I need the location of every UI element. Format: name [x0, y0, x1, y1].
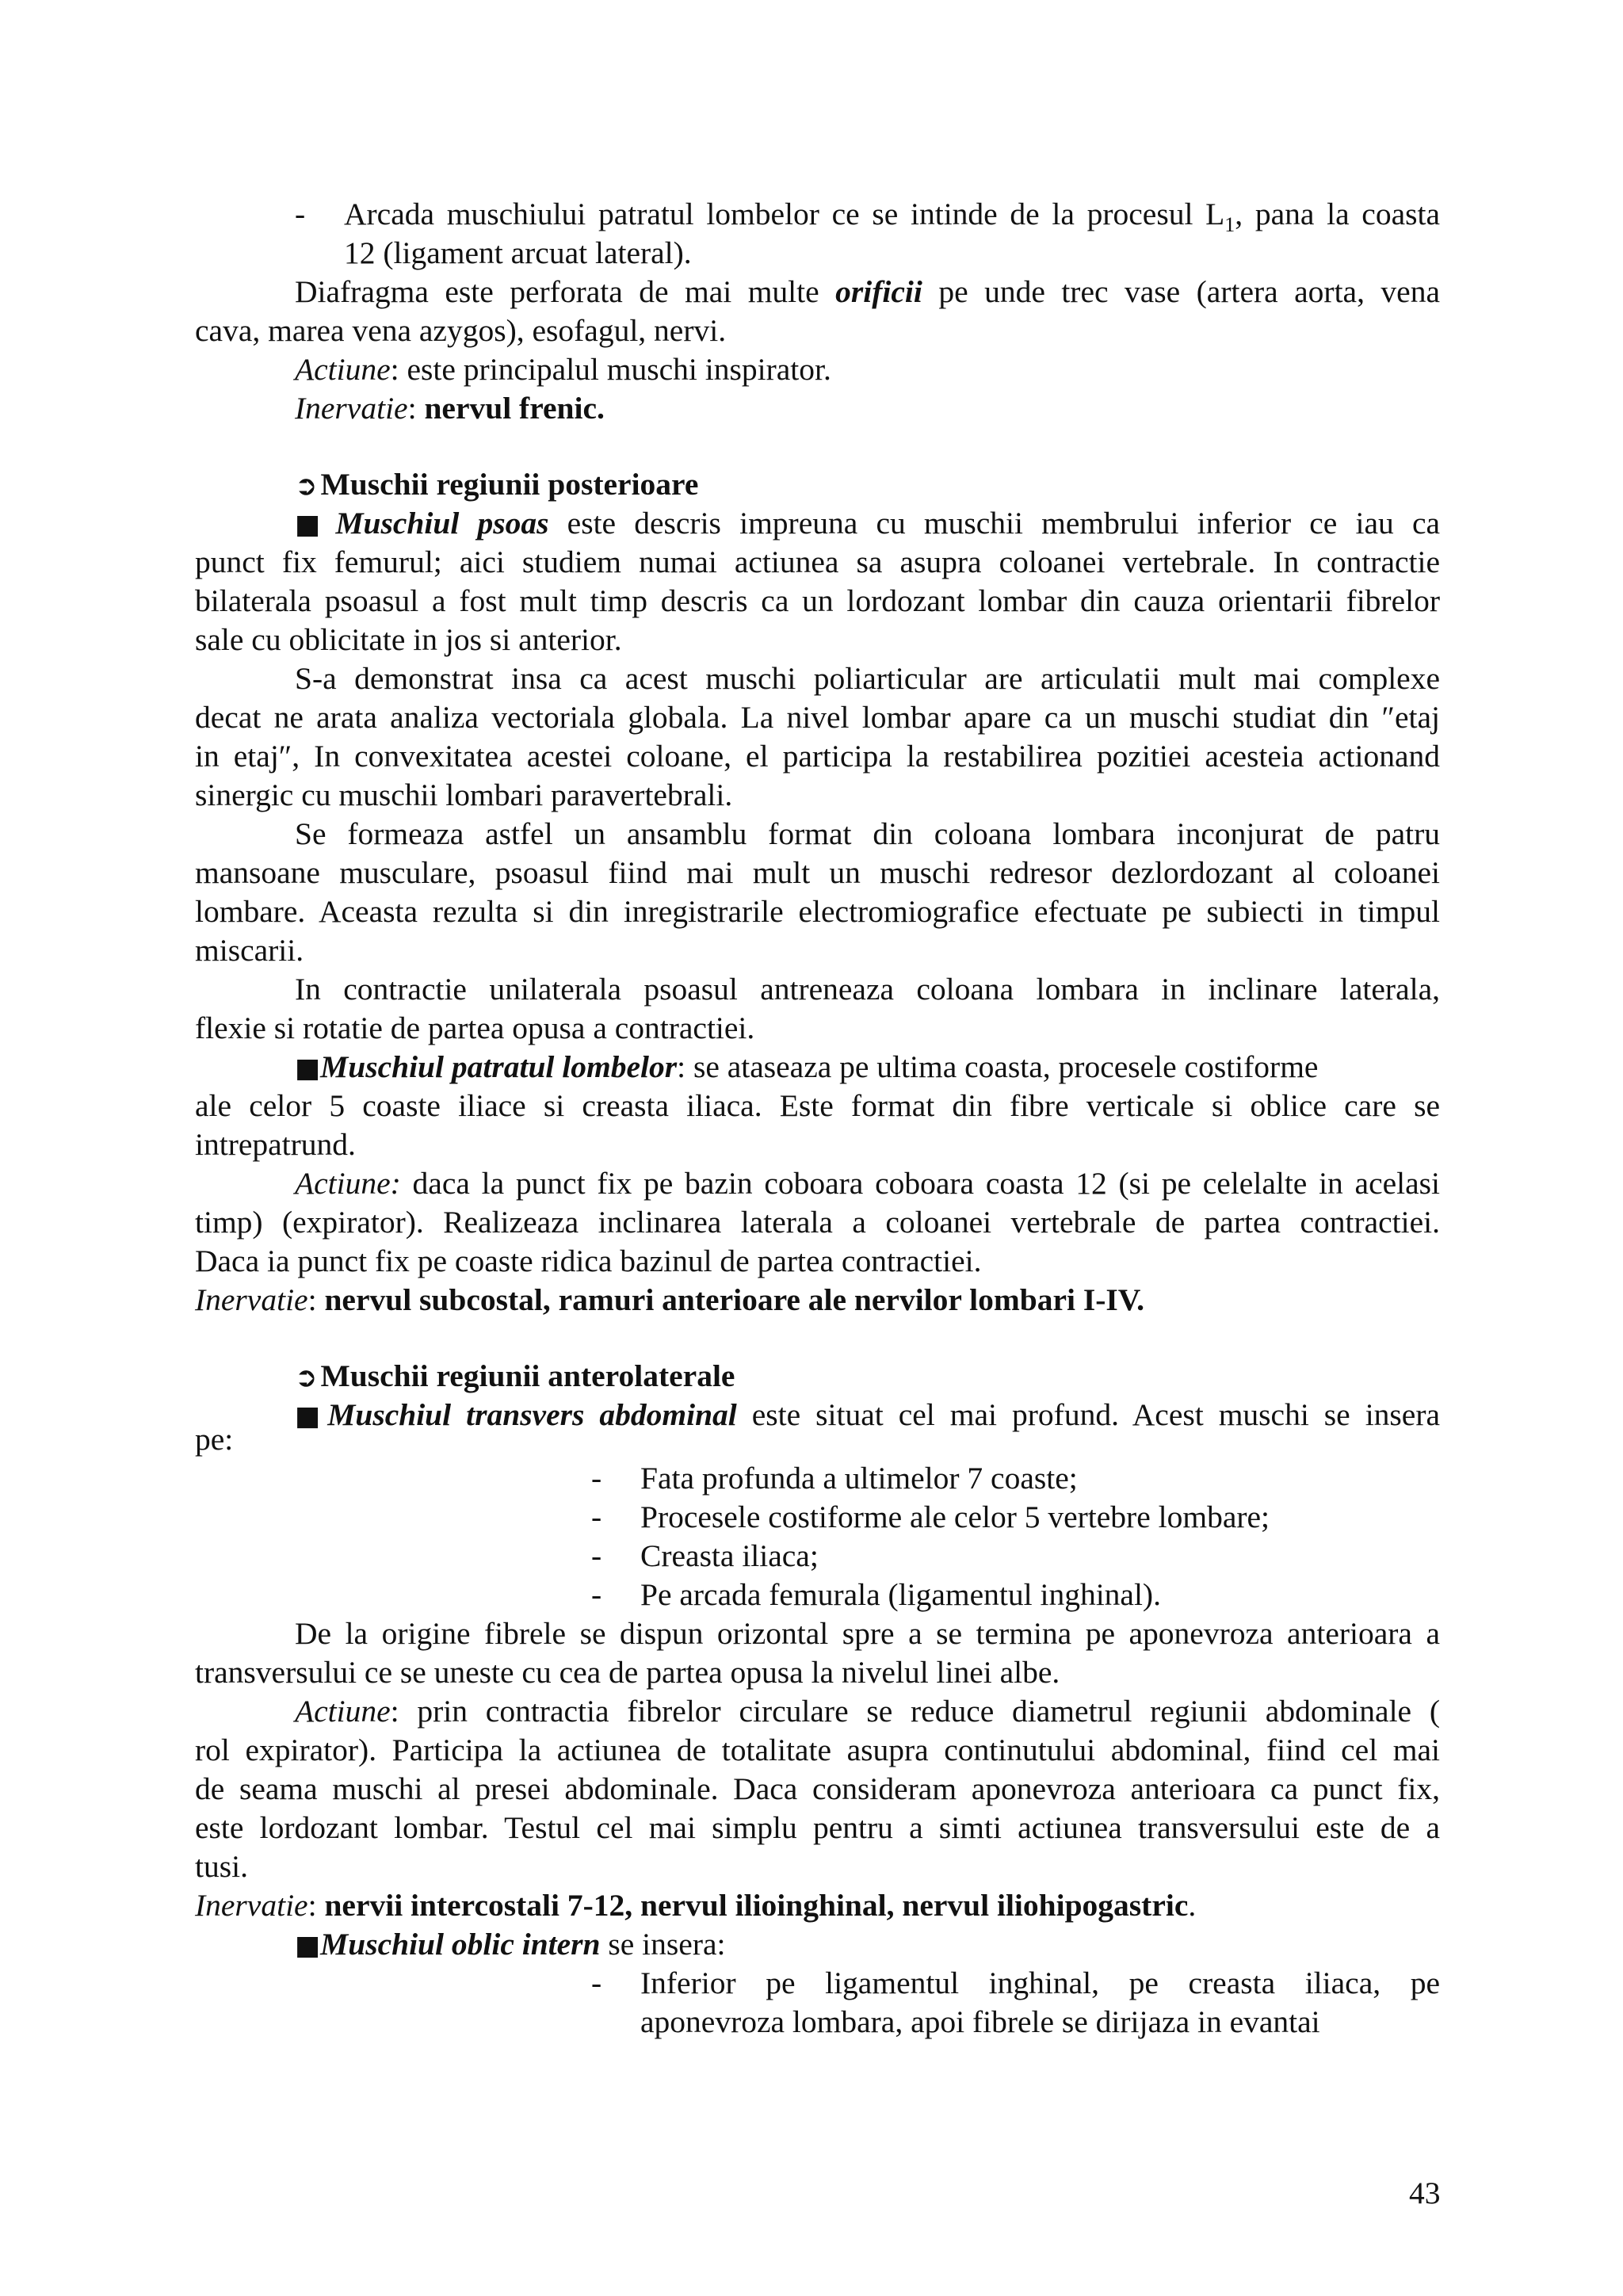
oblic-insertion-line-1: Inferior pe ligamentul inghinal, pe creasta iliaca, pe [640, 1966, 1440, 2000]
psoas-line-3: bilaterala psoasul a fost mult timp descris ca un lordozant lombar din cauza orientarii fibrelor [195, 583, 1440, 618]
psoas-p2-line-2: decat ne arata analiza vectoriala globala. La nivel lombar apare ca un muschi studiat din ″etaj [195, 700, 1440, 735]
transvers-action-line-5: tusi. [195, 1849, 248, 1884]
insertion-list-item-3: Creasta iliaca; [640, 1538, 819, 1573]
psoas-line-1: ■ Muschiul psoas este descris impreuna cu muschii membrului inferior ce iau ca [295, 506, 1441, 541]
diaphragm-paragraph-line-2: cava, marea vena azygos), esofagul, nervi. [195, 313, 727, 348]
psoas-p3-line-1: Se formeaza astfel un ansamblu format din coloana lombara inconjurat de patru [295, 816, 1440, 851]
intro-line-2: 12 (ligament arcuat lateral). [344, 235, 692, 270]
list-dash: - [295, 197, 306, 231]
square-bullet-icon: ■ [295, 1400, 328, 1432]
list-dash: - [591, 1538, 602, 1573]
intro-line-1: Arcada muschiului patratul lombelor ce se intinde de la procesul $L_1$, pana la coasta [344, 197, 1440, 236]
insertion-list-item-2: Procesele costiforme ale celor 5 vertebre lombare; [640, 1499, 1270, 1534]
patratul-line-3: intrepatrund. [195, 1127, 356, 1162]
psoas-line-4: sale cu oblicitate in jos si anterior. [195, 622, 622, 657]
transvers-action-line-3: de seama muschi al presei abdominale. Daca consideram aponevroza anterioara ca punct fix, [195, 1771, 1440, 1806]
transvers-action-line-4: este lordozant lombar. Testul cel mai simplu pentru a simti actiunea transversului este de a [195, 1810, 1440, 1845]
arrow-bullet-icon: ➲ [295, 470, 318, 502]
square-bullet-icon: ■ [295, 1052, 321, 1084]
section-heading-posterior: ➲ Muschii regiunii posterioare [295, 467, 699, 502]
diaphragm-paragraph-line-1: Diafragma este perforata de mai multe orificii pe unde trec vase (artera aorta, vena [295, 274, 1440, 309]
patratul-line-2: ale celor 5 coaste iliace si creasta iliaca. Este format din fibre verticale si oblice care se [195, 1088, 1440, 1123]
oblic-intern-line: ■Muschiul oblic intern se insera: [295, 1927, 726, 1962]
psoas-p2-line-4: sinergic cu muschii lombari paravertebrali. [195, 777, 733, 812]
transvers-action-line-1: Actiune: prin contractia fibrelor circulare se reduce diametrul regiunii abdominale ( [295, 1694, 1440, 1729]
transvers-pe: pe: [195, 1422, 234, 1457]
patratul-action-line-2: timp) (expirator). Realizeaza inclinarea laterala a coloanei vertebrale de partea contractiei. [195, 1205, 1440, 1240]
psoas-p3-line-2: mansoane musculare, psoasul fiind mai mult un muschi redresor dezlordozant al coloanei [195, 855, 1440, 890]
square-bullet-icon: ■ [295, 1930, 321, 1962]
insertion-list-item-4: Pe arcada femurala (ligamentul inghinal). [640, 1577, 1161, 1612]
origin-line-1: De la origine fibrele se dispun orizontal spre a se termina pe aponevroza anterioara a [295, 1616, 1440, 1651]
psoas-p4-line-1: In contractie unilaterala psoasul antreneaza coloana lombara in inclinare laterala, [295, 972, 1440, 1007]
psoas-p2-line-1: S-a demonstrat insa ca acest muschi poliarticular are articulatii mult mai complexe [295, 661, 1440, 696]
diaphragm-innervation: Inervatie: nervul frenic. [295, 391, 605, 426]
transvers-innervation: Inervatie: nervii intercostali 7-12, nervul ilioinghinal, nervul iliohipogastric. [195, 1888, 1197, 1923]
patratul-action-line-1: Actiune: daca la punct fix pe bazin coboara coboara coasta 12 (si pe celelalte in acelasi [295, 1166, 1440, 1201]
page-number: 43 [1409, 2176, 1441, 2210]
transvers-action-line-2: rol expirator). Participa la actiunea de totalitate asupra continutului abdominal, fiind cel mai [195, 1733, 1440, 1767]
patratul-innervation: Inervatie: nervul subcostal, ramuri anterioare ale nervilor lombari I-IV. [195, 1282, 1145, 1317]
list-dash: - [591, 1966, 602, 2000]
psoas-p4-line-2: flexie si rotatie de partea opusa a contractiei. [195, 1010, 755, 1045]
oblic-insertion-line-2: aponevroza lombara, apoi fibrele se dirijaza in evantai [640, 2004, 1320, 2039]
psoas-p3-line-3: lombare. Aceasta rezulta si din inregistrarile electromiografice efectuate pe subiecti in timpul [195, 894, 1440, 929]
psoas-p2-line-3: in etaj″, In convexitatea acestei coloane, el participa la restabilirea pozitiei acesteia actionand [195, 739, 1440, 774]
patratul-action-line-3: Daca ia punct fix pe coaste ridica bazinul de partea contractiei. [195, 1244, 982, 1278]
list-dash: - [591, 1499, 602, 1534]
patratul-line-1: ■Muschiul patratul lombelor: se ataseaza pe ultima coasta, procesele costiforme [295, 1049, 1319, 1084]
psoas-line-2: punct fix femurul; aici studiem numai actiunea sa asupra coloanei vertebrale. In contractie [195, 544, 1440, 579]
list-dash: - [591, 1577, 602, 1612]
arrow-bullet-icon: ➲ [295, 1362, 318, 1393]
diaphragm-action: Actiune: este principalul muschi inspirator. [295, 352, 831, 387]
origin-line-2: transversului ce se uneste cu cea de partea opusa la nivelul linei albe. [195, 1655, 1060, 1690]
list-dash: - [591, 1461, 602, 1496]
section-heading-anterolateral: ➲ Muschii regiunii anterolaterale [295, 1358, 735, 1393]
square-bullet-icon: ■ [295, 509, 331, 541]
psoas-p3-line-4: miscarii. [195, 933, 304, 968]
transvers-line-1: ■Muschiul transvers abdominal este situat cel mai profund. Acest muschi se insera [295, 1397, 1441, 1432]
insertion-list-item-1: Fata profunda a ultimelor 7 coaste; [640, 1461, 1078, 1496]
